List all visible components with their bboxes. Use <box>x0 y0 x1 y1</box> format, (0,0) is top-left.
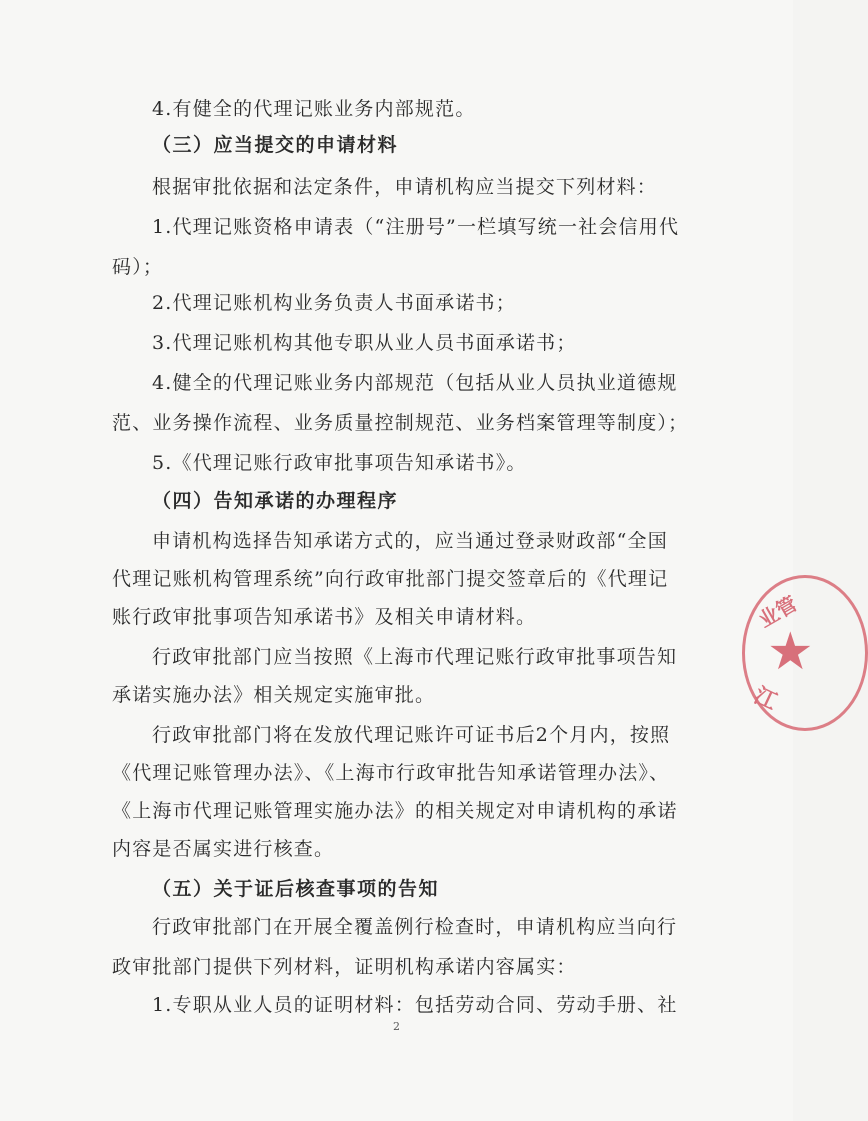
paragraph-line: 政审批部门提供下列材料，证明机构承诺内容属实： <box>112 956 577 978</box>
seal-text-top: 业管 <box>754 591 802 633</box>
paragraph-line: 申请机构选择告知承诺方式的，应当通过登录财政部“全国 <box>152 530 668 552</box>
paragraph-line: 《上海市代理记账管理实施办法》的相关规定对申请机构的承诺 <box>112 800 678 822</box>
seal-star-icon: ★ <box>767 622 814 682</box>
paragraph-line: 《代理记账管理办法》、《上海市行政审批告知承诺管理办法》、 <box>112 762 670 784</box>
paragraph-line: 1.专职从业人员的证明材料：包括劳动合同、劳动手册、社 <box>152 994 678 1016</box>
paragraph-line: 码）； <box>112 256 164 278</box>
paragraph-line: 行政审批部门应当按照《上海市代理记账行政审批事项告知 <box>152 646 678 668</box>
seal-text-bottom: 江 <box>749 683 781 716</box>
paragraph-line: 2.代理记账机构业务负责人书面承诺书； <box>152 292 516 314</box>
section-heading-3: （三）应当提交的申请材料 <box>152 134 399 156</box>
page-number: 2 <box>393 1020 400 1033</box>
paragraph-line: 1.代理记账资格申请表（“注册号”一栏填写统一社会信用代 <box>152 216 680 238</box>
paragraph-line: 代理记账机构管理系统”向行政审批部门提交签章后的《代理记 <box>112 568 669 590</box>
paragraph-line: 4.有健全的代理记账业务内部规范。 <box>152 98 476 120</box>
paragraph-line: 范、业务操作流程、业务质量控制规范、业务档案管理等制度）； <box>112 412 689 434</box>
section-heading-4: （四）告知承诺的办理程序 <box>152 490 399 512</box>
paragraph-line: 4.健全的代理记账业务内部规范（包括从业人员执业道德规 <box>152 372 678 394</box>
paragraph-line: 账行政审批事项告知承诺书》及相关申请材料。 <box>112 606 537 628</box>
paragraph-line: 根据审批依据和法定条件，申请机构应当提交下列材料： <box>152 176 658 198</box>
paragraph-line: 行政审批部门将在发放代理记账许可证书后2个月内，按照 <box>152 724 671 746</box>
paragraph-line: 内容是否属实进行核查。 <box>112 838 335 860</box>
section-heading-5: （五）关于证后核查事项的告知 <box>152 878 440 900</box>
paragraph-line: 行政审批部门在开展全覆盖例行检查时，申请机构应当向行 <box>152 916 678 938</box>
paragraph-line: 3.代理记账机构其他专职从业人员书面承诺书； <box>152 332 577 354</box>
official-seal <box>742 575 868 731</box>
paragraph-line: 5.《代理记账行政审批事项告知承诺书》。 <box>152 452 527 474</box>
paragraph-line: 承诺实施办法》相关规定实施审批。 <box>112 684 436 706</box>
